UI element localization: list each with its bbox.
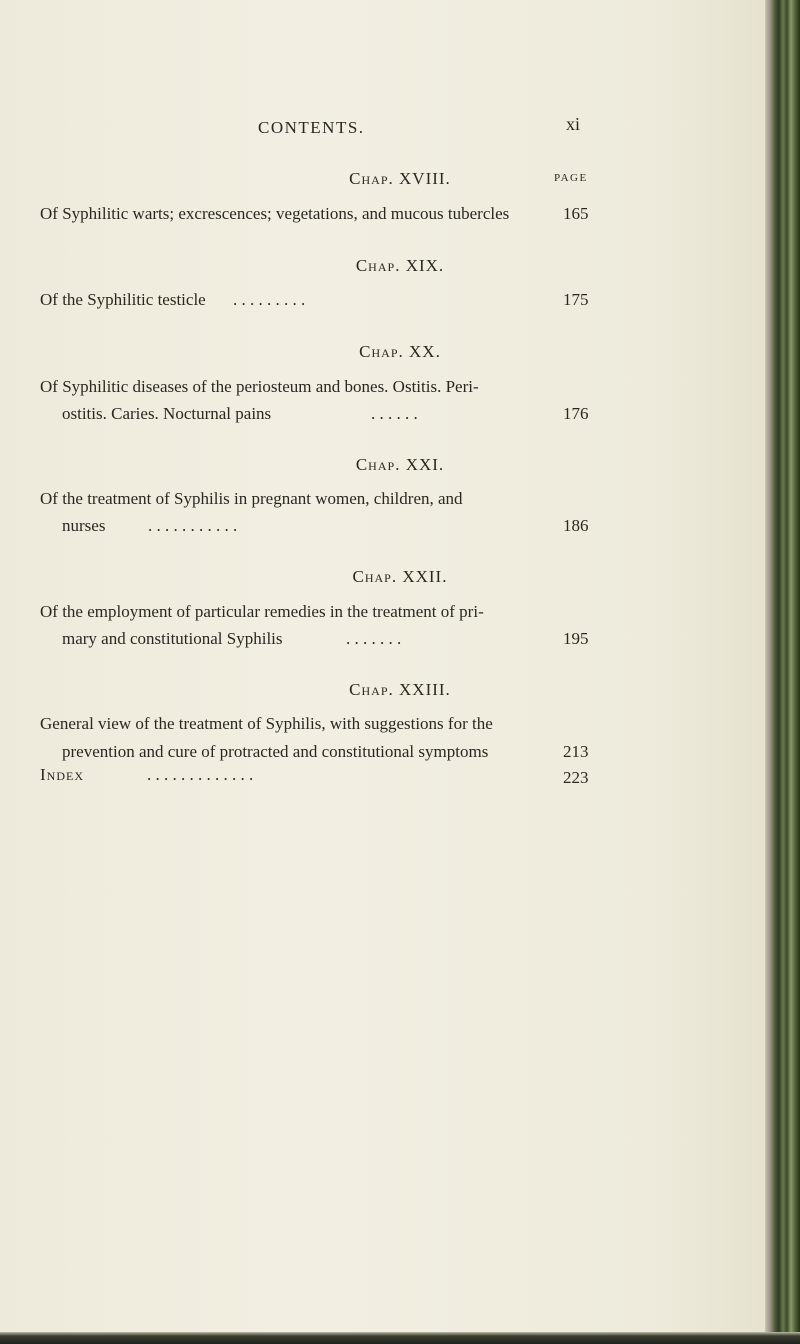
- entry-text: prevention and cure of protracted and constitutional symptoms: [62, 742, 489, 761]
- entry-text: ostitis. Caries. Nocturnal pains: [62, 404, 272, 423]
- entry-page: 165: [563, 204, 589, 223]
- entry-page: 195: [563, 629, 589, 648]
- chapter-heading: Chap. XXII.: [352, 567, 448, 586]
- dot-leader: . . . . . . .: [346, 629, 402, 648]
- dot-leader: . . . . . . . . . . .: [148, 516, 238, 535]
- entry-text: Of Syphilitic diseases of the periosteum and bones. Ostitis. Peri-: [40, 377, 479, 396]
- page-column-label: PAGE: [554, 172, 588, 184]
- chapter-heading: Chap. XX.: [359, 342, 441, 361]
- entry-text: General view of the treatment of Syphilis, with suggestions for the: [40, 714, 493, 733]
- chapter-heading: Chap. XVIII.: [349, 169, 451, 188]
- entry-text: Of the Syphilitic testicle: [40, 290, 206, 309]
- chapter-heading: Chap. XXI.: [355, 455, 445, 474]
- entry-page: 186: [563, 516, 589, 535]
- page-number: xi: [566, 114, 581, 134]
- entry-page: 175: [563, 290, 589, 309]
- entry-text: Of the employment of particular remedies in the treatment of pri-: [40, 602, 484, 621]
- index-label: Index: [40, 765, 84, 784]
- running-head: CONTENTS.: [258, 118, 365, 137]
- chapter-heading: Chap. XXIII.: [349, 680, 451, 699]
- entry-text: Of the treatment of Syphilis in pregnant women, children, and: [40, 489, 463, 508]
- index-page: 223: [563, 768, 589, 787]
- dot-leader: . . . . . .: [371, 404, 418, 423]
- entry-text: nurses: [62, 516, 106, 535]
- entry-page: 213: [563, 742, 589, 761]
- dot-leader: . . . . . . . . . . . . .: [147, 765, 254, 784]
- entry-page: 176: [563, 404, 589, 423]
- book-spine-edge: [765, 0, 800, 1344]
- entry-text: Of Syphilitic warts; excrescences; vegetations, and mucous tubercles: [40, 204, 510, 223]
- chapter-heading: Chap. XIX.: [355, 256, 445, 275]
- entry-text: mary and constitutional Syphilis: [62, 629, 283, 648]
- page-bottom-edge: [0, 1332, 800, 1344]
- dot-leader: . . . . . . . . .: [233, 290, 306, 309]
